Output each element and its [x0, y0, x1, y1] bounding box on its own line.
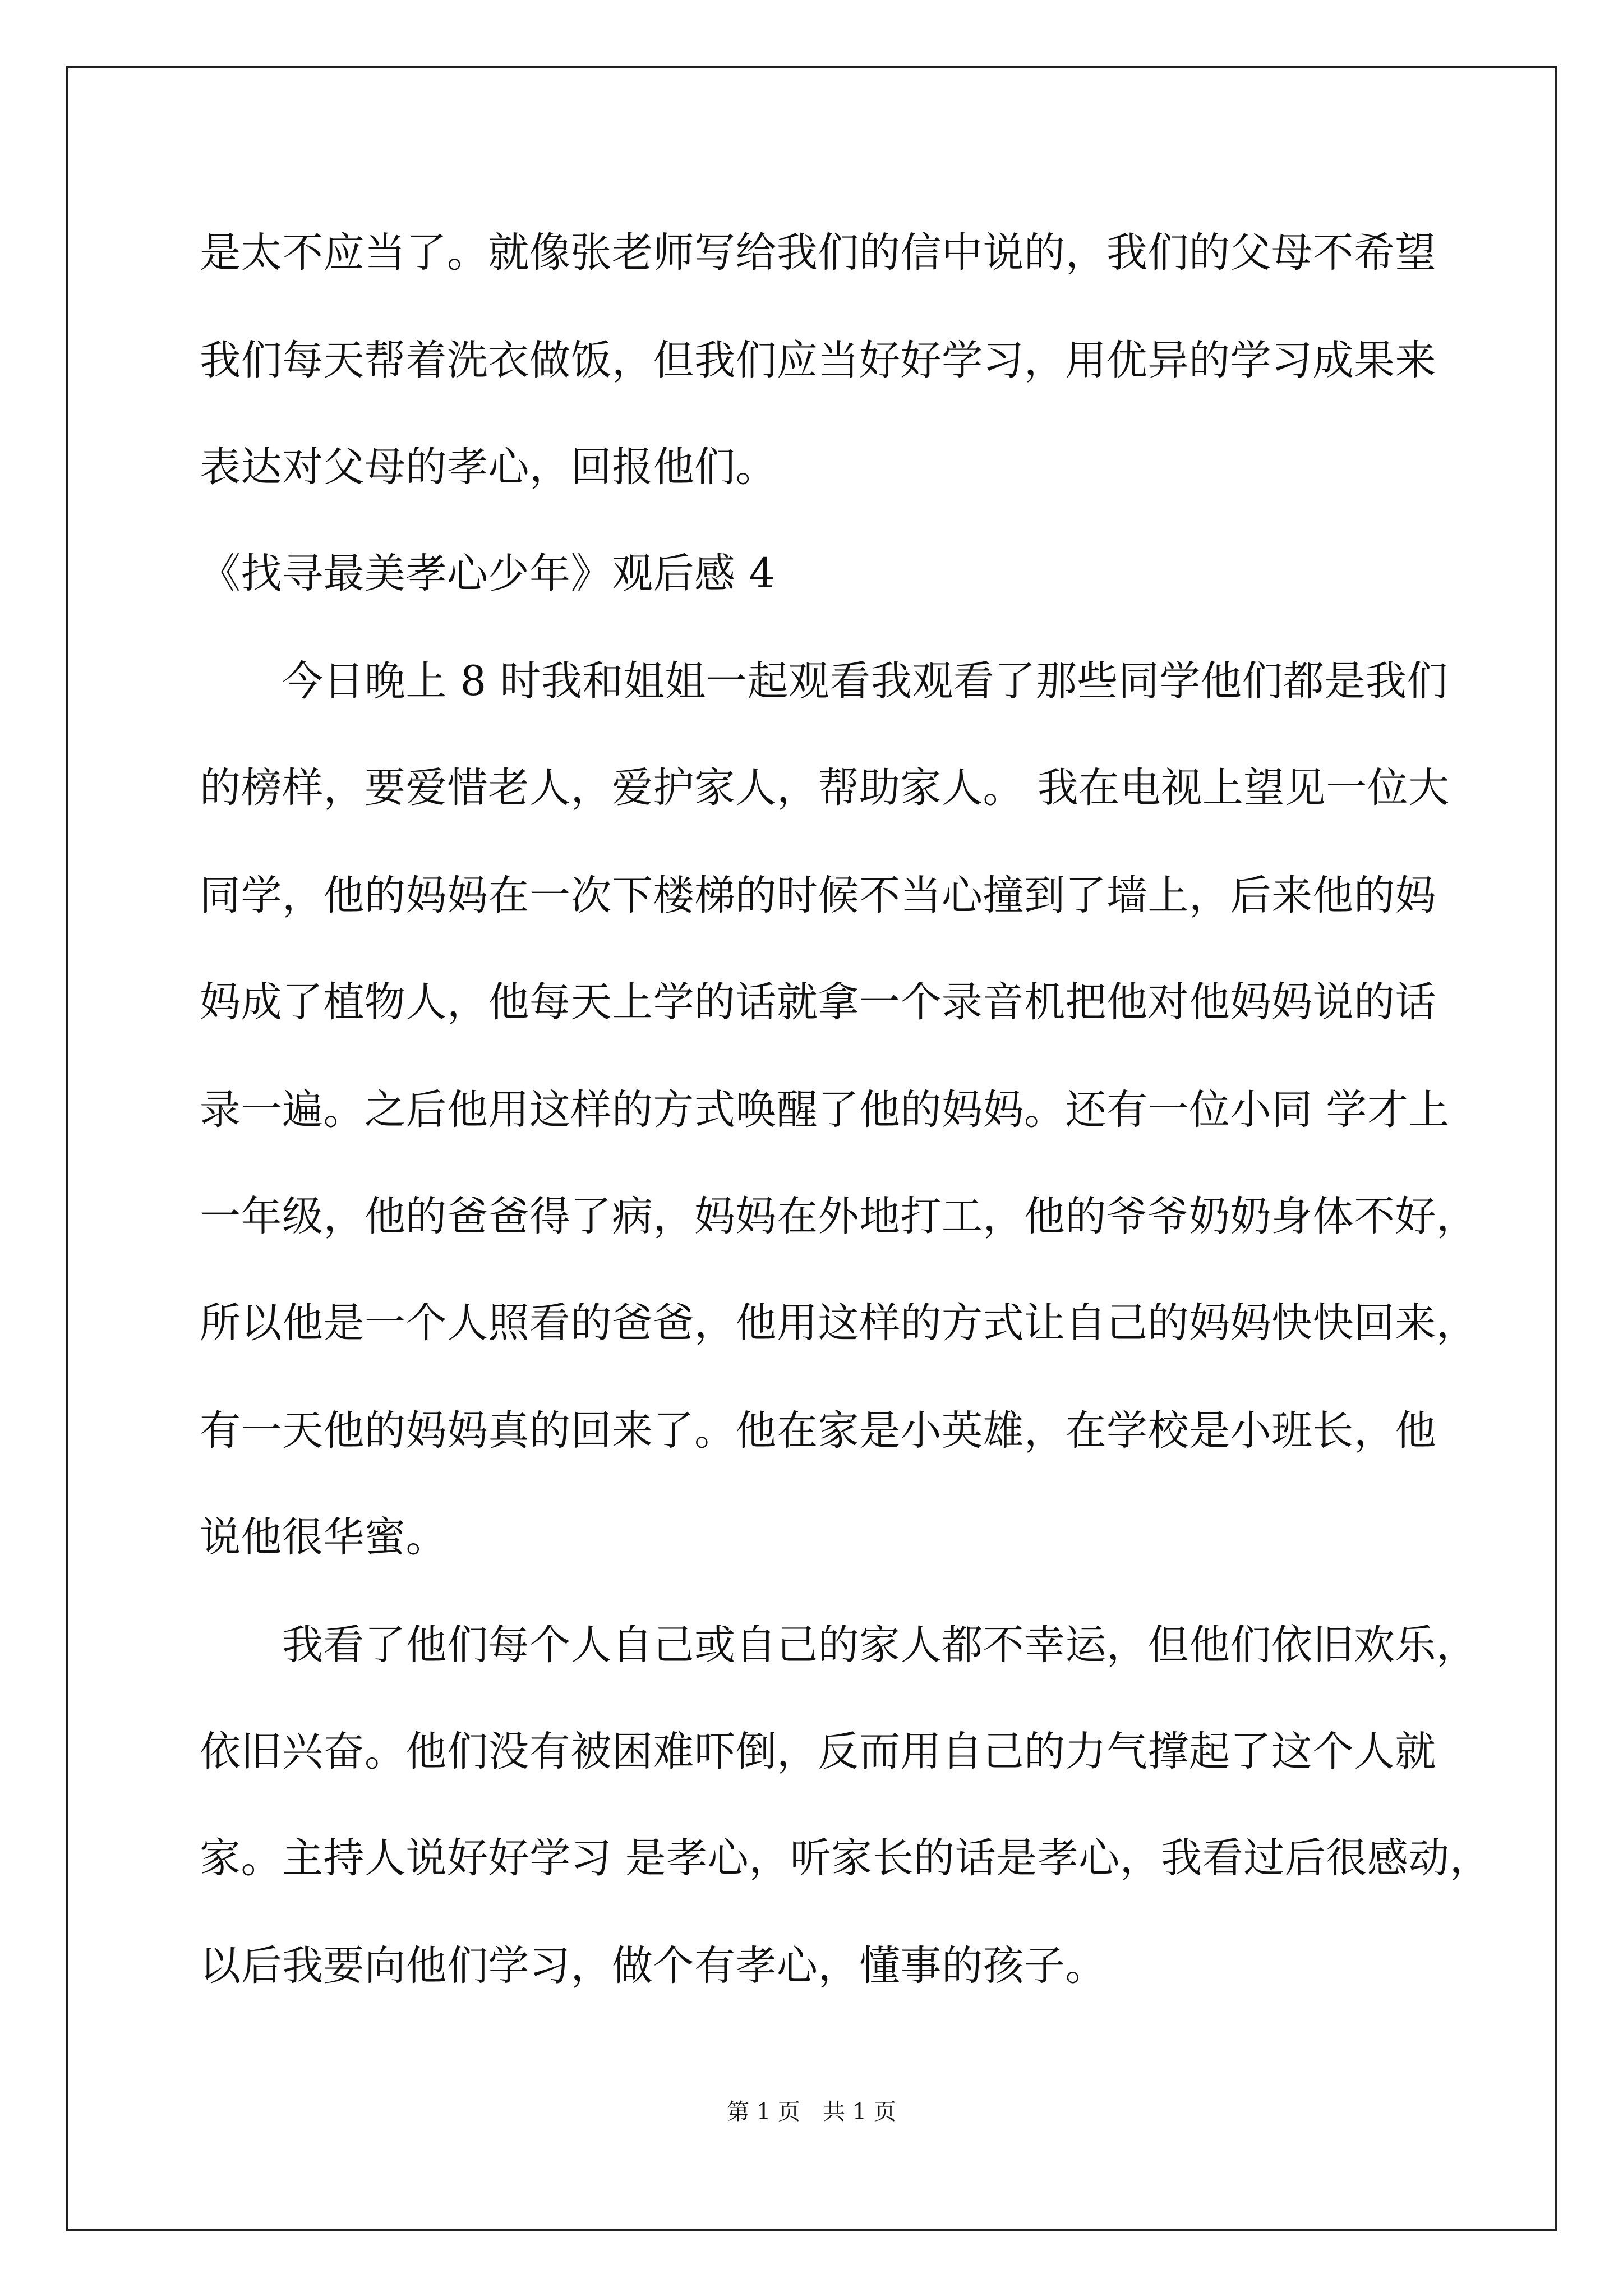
body-line: 有一天他的妈妈真的回来了。他在家是小英雄，在学校是小班长，他 — [200, 1407, 1436, 1455]
body-line: 说他很华蜜。 — [200, 1513, 447, 1561]
body-line: 是太不应当了。就像张老师写给我们的信中说的，我们的父母不希望 — [200, 229, 1436, 277]
body-line: 妈成了植物人，他每天上学的话就拿一个录音机把他对他妈妈说的话 — [200, 978, 1436, 1026]
body-line: 录一遍。之后他用这样的方式唤醒了他的妈妈。还有一位小同 学才上 — [200, 1086, 1450, 1134]
page-number-footer: 第 1 页 共 1 页 — [727, 2099, 896, 2125]
body-line: 所以他是一个人照看的爸爸，他用这样的方式让自己的妈妈快快回来， — [200, 1299, 1478, 1347]
section-heading: 《找寻最美孝心少年》观后感 4 — [200, 550, 776, 597]
body-line: 家。主持人说好好学习 是孝心，听家长的话是孝心，我看过后很感动， — [200, 1834, 1491, 1882]
body-line: 以后我要向他们学习，做个有孝心，懂事的孩子。 — [200, 1942, 1106, 1990]
body-line: 一年级，他的爸爸得了病，妈妈在外地打工，他的爷爷奶奶身体不好， — [200, 1193, 1478, 1240]
body-line: 我看了他们每个人自己或自己的家人都不幸运，但他们依旧欢乐， — [200, 1621, 1478, 1669]
body-line: 同学，他的妈妈在一次下楼梯的时候不当心撞到了墙上，后来他的妈 — [200, 872, 1436, 919]
body-line: 我们每天帮着洗衣做饭，但我们应当好好学习，用优异的学习成果来 — [200, 337, 1436, 384]
page-border — [66, 66, 1557, 2231]
body-line: 的榜样，要爱惜老人，爱护家人，帮助家人。 我在电视上望见一位大 — [200, 764, 1450, 812]
body-line: 今日晚上 8 时我和姐姐一起观看我观看了那些同学他们都是我们 — [200, 657, 1448, 705]
body-line: 表达对父母的孝心，回报他们。 — [200, 443, 777, 491]
body-line: 依旧兴奋。他们没有被困难吓倒，反而用自己的力气撑起了这个人就 — [200, 1728, 1436, 1775]
